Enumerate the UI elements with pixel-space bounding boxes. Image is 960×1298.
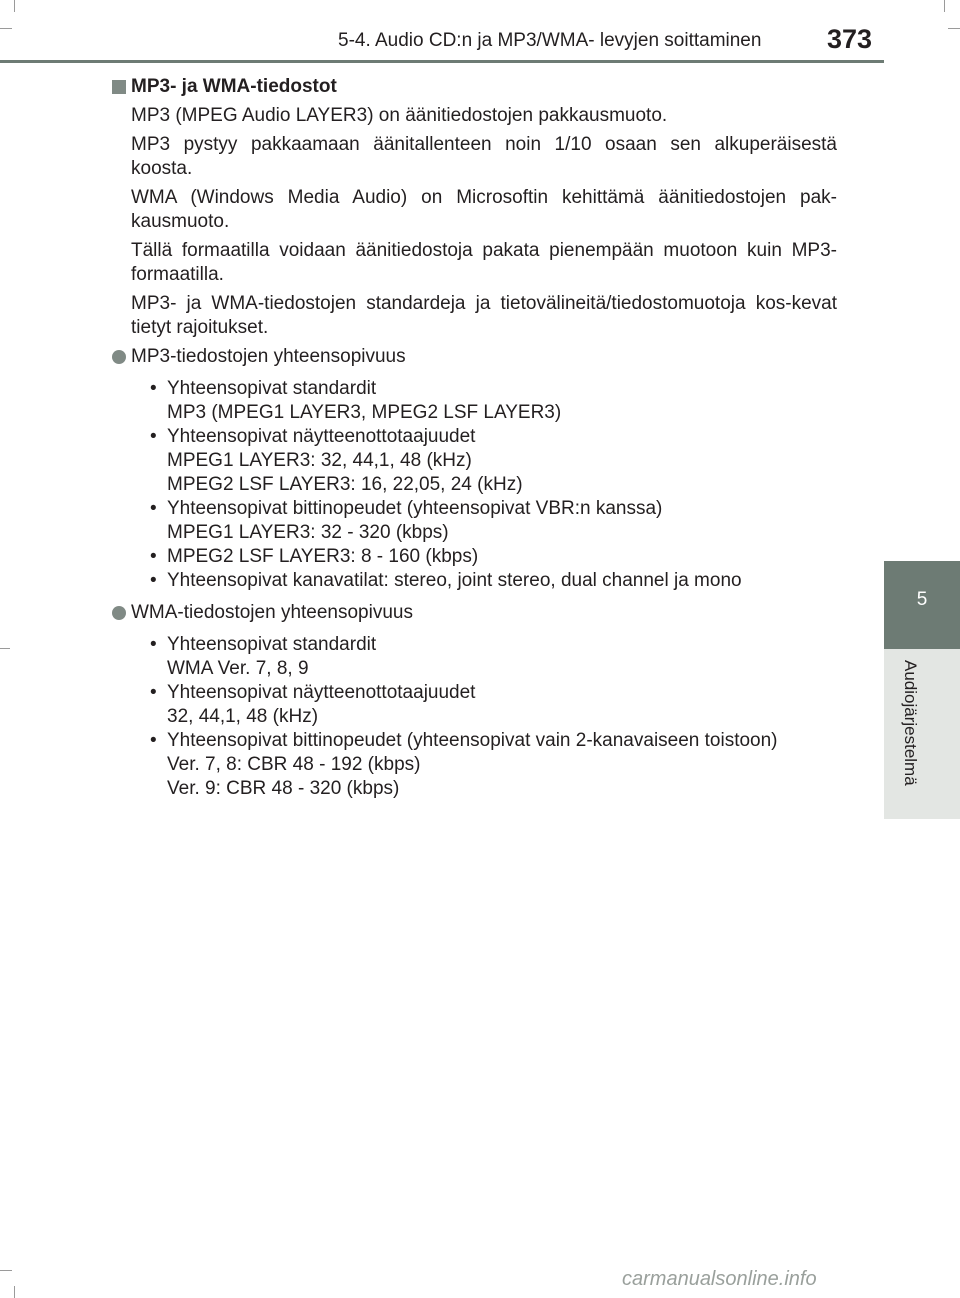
- wma-compat-heading: [112, 601, 837, 625]
- bullet-glyph: •: [150, 730, 157, 751]
- mp3-compat-title: MP3-tiedostojen yhteensopivuus: [131, 346, 406, 367]
- item-label: Yhteensopivat näytteenottotaajuudet: [167, 426, 476, 447]
- square-bullet-icon: [112, 80, 126, 94]
- list-item: [148, 377, 837, 425]
- chapter-label: Audiojärjestelmä: [901, 660, 920, 786]
- item-sub: WMA Ver. 7, 8, 9: [167, 658, 309, 679]
- chapter-tab-label-area: [884, 649, 960, 819]
- item-label: Yhteensopivat näytteenottotaajuudet: [167, 682, 476, 703]
- crop-mark: [944, 0, 945, 12]
- chapter-number: 5: [916, 589, 928, 610]
- item-sub: Ver. 7, 8: CBR 48 - 192 (kbps): [167, 754, 421, 775]
- list-item: [148, 681, 837, 729]
- crop-mark: [0, 28, 12, 29]
- paragraph: MP3- ja WMA-tiedostojen standardeja ja tietovälineitä/tiedostomuotoja kos-kevat tietyt rajoitukset.: [131, 293, 837, 338]
- page-number: 373: [827, 24, 873, 54]
- paragraph: MP3 pystyy pakkaamaan äänitallenteen noin 1/10 osaan sen alkuperäisestä koosta.: [131, 134, 837, 179]
- item-sub: MPEG1 LAYER3: 32 - 320 (kbps): [167, 522, 449, 543]
- list-item: [148, 545, 837, 569]
- bullet-glyph: •: [150, 546, 157, 567]
- bullet-glyph: •: [150, 570, 157, 591]
- item-label: Yhteensopivat standardit: [167, 378, 377, 399]
- wma-compat-title: WMA-tiedostojen yhteensopivuus: [131, 602, 413, 623]
- paragraph: Tällä formaatilla voidaan äänitiedostoja pakata pienempään muotoon kuin MP3-formaatilla.: [131, 240, 837, 285]
- item-label: Yhteensopivat bittinopeudet (yhteensopivat vain 2-kanavaiseen toistoon): [167, 730, 778, 751]
- item-sub: MPEG1 LAYER3: 32, 44,1, 48 (kHz): [167, 450, 472, 471]
- crop-mark: [14, 0, 15, 12]
- list-item: [148, 569, 837, 593]
- paragraph: MP3 (MPEG Audio LAYER3) on äänitiedostojen pakkausmuoto.: [131, 105, 668, 126]
- header-rule: [0, 60, 884, 63]
- mp3-compat-heading: [112, 345, 837, 369]
- bullet-glyph: •: [150, 378, 157, 399]
- item-sub: MPEG2 LSF LAYER3: 16, 22,05, 24 (kHz): [167, 474, 523, 495]
- wma-compat-list: [112, 633, 837, 801]
- crop-mark: [14, 1286, 15, 1298]
- item-sub: Ver. 9: CBR 48 - 320 (kbps): [167, 778, 400, 799]
- header-title: 5-4. Audio CD:n ja MP3/WMA- levyjen soittaminen: [338, 30, 762, 51]
- item-label: MPEG2 LSF LAYER3: 8 - 160 (kbps): [167, 546, 479, 567]
- main-content: [112, 75, 837, 809]
- crop-mark: [948, 28, 960, 29]
- section-title: MP3- ja WMA-tiedostot: [131, 76, 337, 97]
- bullet-glyph: •: [150, 426, 157, 447]
- item-label: Yhteensopivat standardit: [167, 634, 377, 655]
- item-sub: MP3 (MPEG1 LAYER3, MPEG2 LSF LAYER3): [167, 402, 562, 423]
- crop-mark: [0, 648, 10, 649]
- list-item: [148, 729, 837, 801]
- paragraph: WMA (Windows Media Audio) on Microsoftin kehittämä äänitiedostojen pak-kausmuoto.: [131, 187, 837, 232]
- crop-mark: [0, 1270, 12, 1271]
- list-item: [148, 425, 837, 497]
- bullet-glyph: •: [150, 682, 157, 703]
- section-heading: [112, 75, 837, 99]
- mp3-compat-list: [112, 377, 837, 593]
- watermark-link[interactable]: carmanualsonline.info: [622, 1268, 817, 1290]
- bullet-glyph: •: [150, 498, 157, 519]
- list-item: [148, 497, 837, 545]
- list-item: [148, 633, 837, 681]
- circle-bullet-icon: [112, 606, 126, 620]
- bullet-glyph: •: [150, 634, 157, 655]
- item-label: Yhteensopivat bittinopeudet (yhteensopivat VBR:n kanssa): [167, 498, 663, 519]
- item-sub: 32, 44,1, 48 (kHz): [167, 706, 319, 727]
- item-label: Yhteensopivat kanavatilat: stereo, joint stereo, dual channel ja mono: [167, 570, 742, 591]
- circle-bullet-icon: [112, 350, 126, 364]
